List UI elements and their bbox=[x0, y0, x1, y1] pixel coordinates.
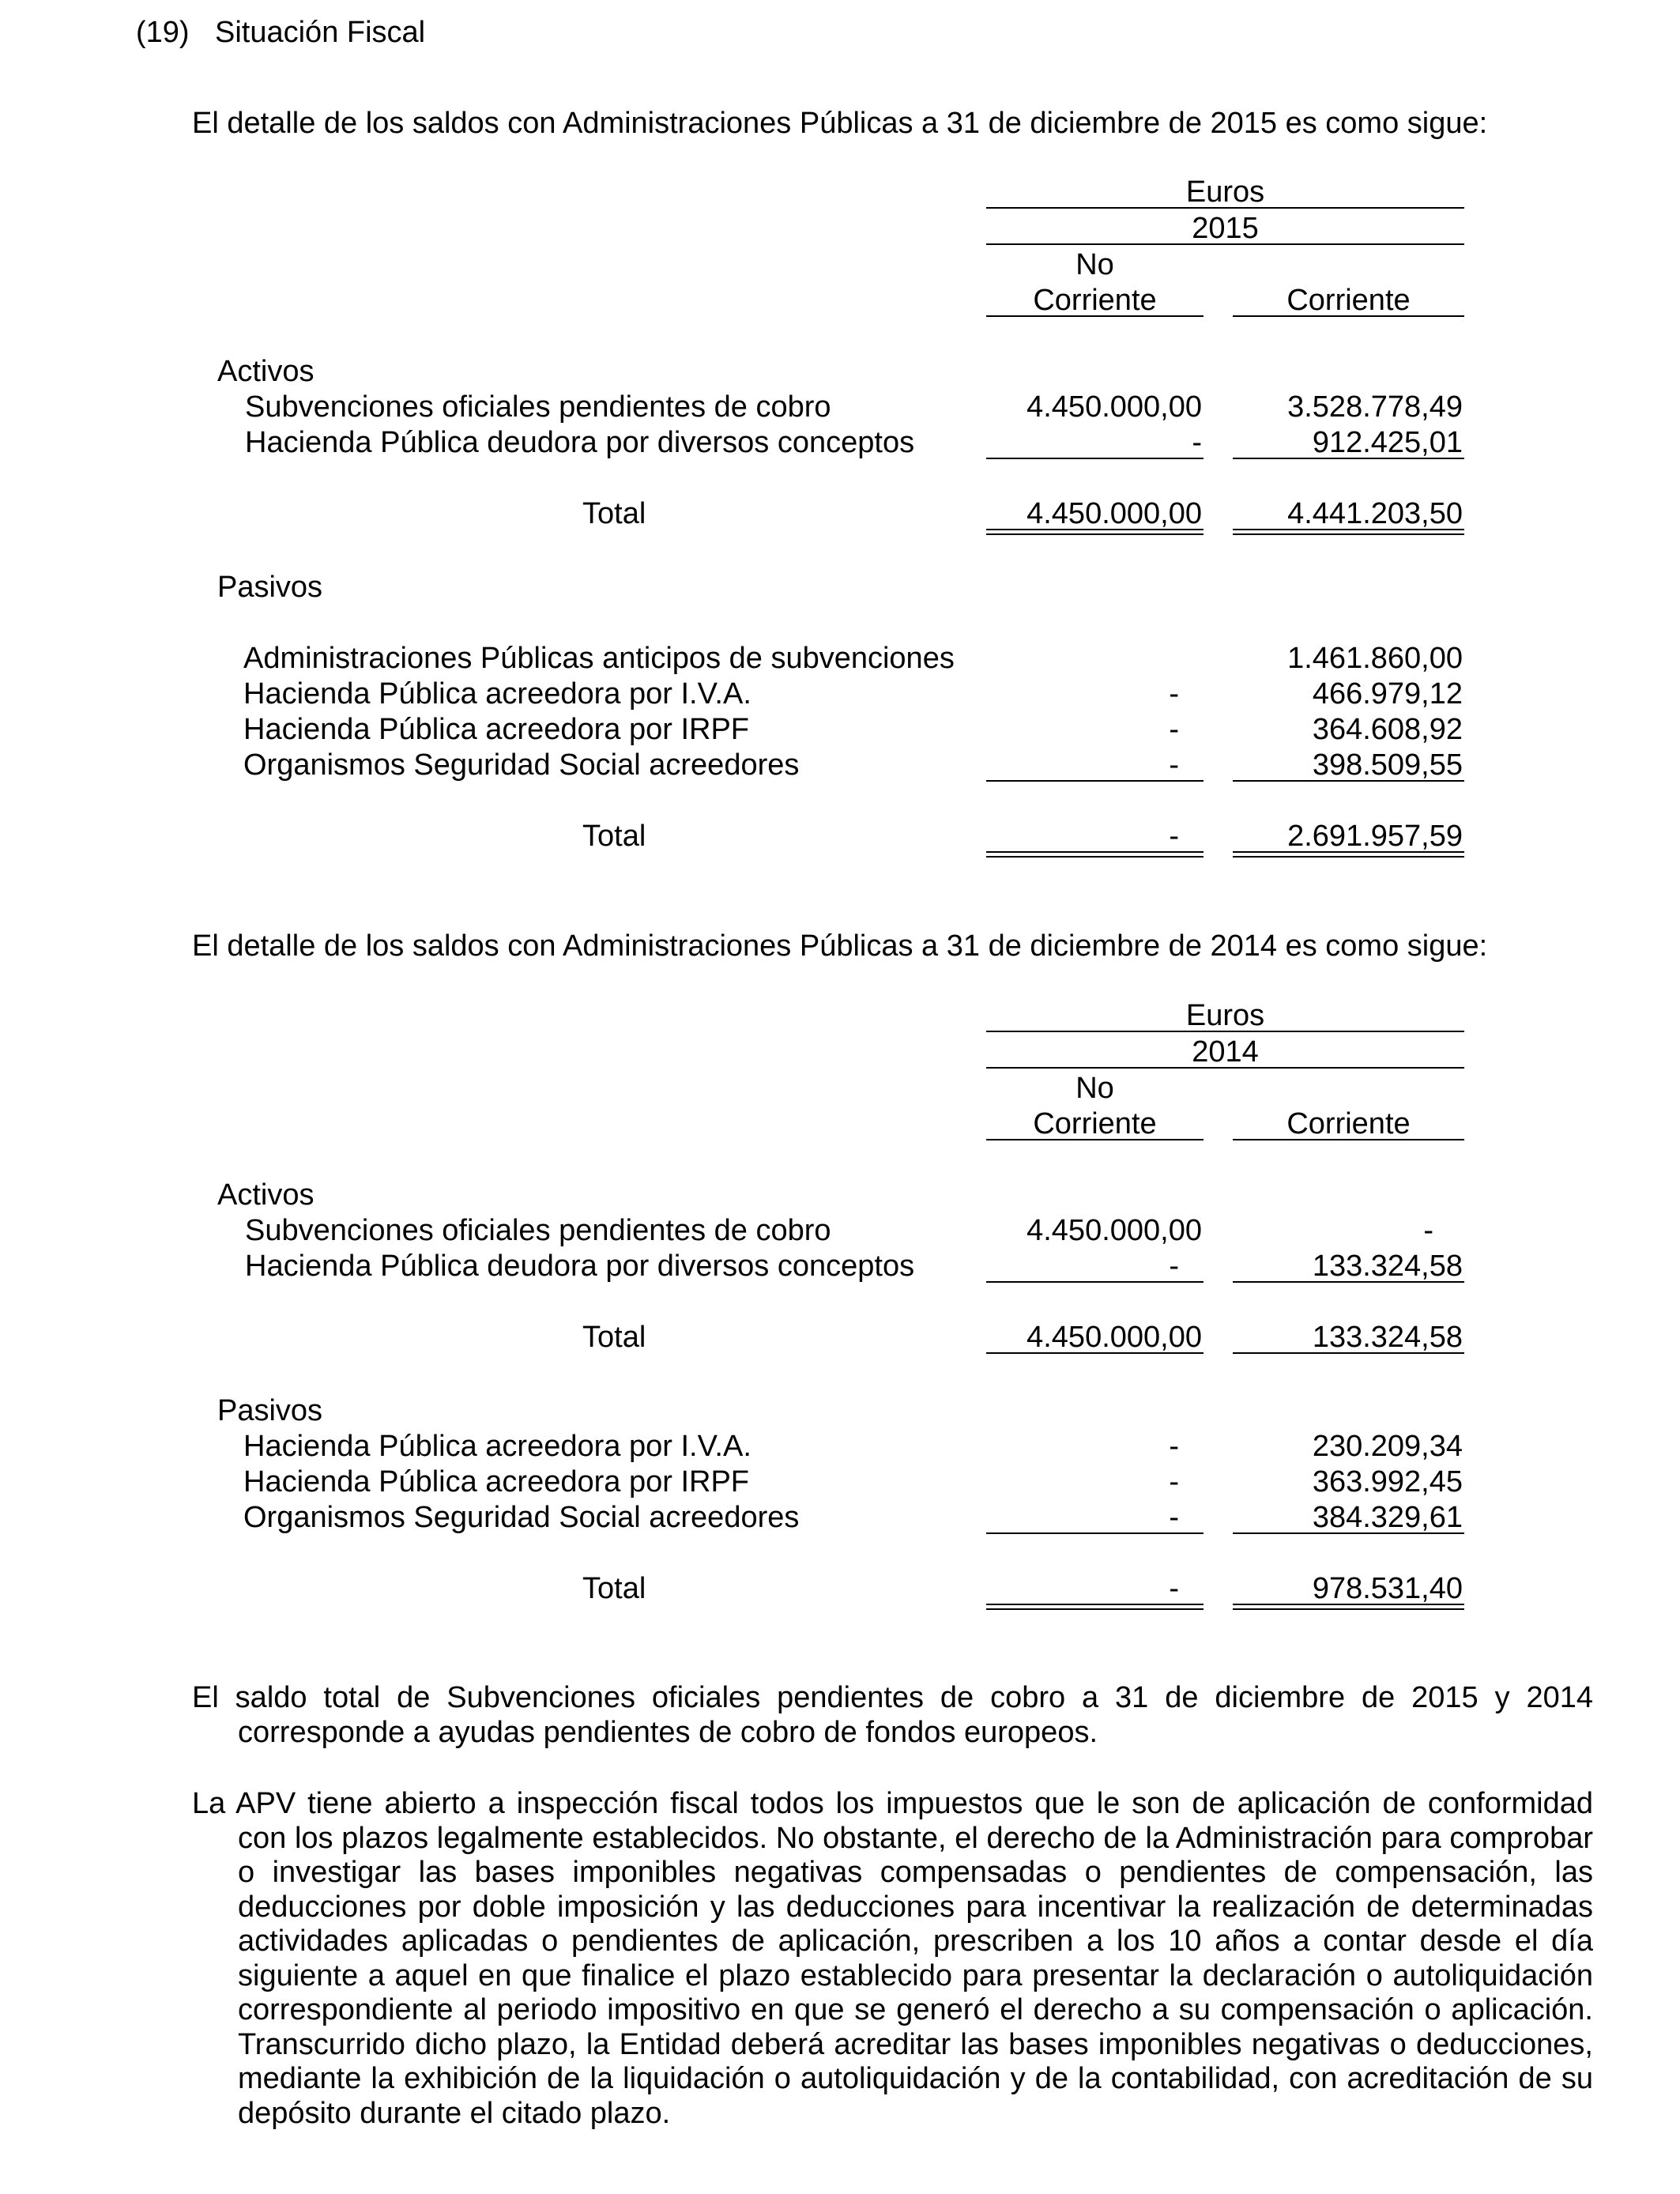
table-2014-pasivos-heading: Pasivos bbox=[217, 1394, 323, 1427]
section-title: Situación Fiscal bbox=[215, 16, 426, 49]
row-label: Administraciones Públicas anticipos de subvenciones bbox=[243, 642, 955, 675]
total-label: Total bbox=[582, 497, 646, 530]
row-value-corriente: 912.425,01 bbox=[1312, 426, 1463, 459]
table-2015-pasivos-heading: Pasivos bbox=[217, 571, 323, 604]
table-2015-col-nc-line2: Corriente bbox=[1033, 284, 1157, 317]
total-label: Total bbox=[582, 1321, 646, 1354]
total-value-corriente: 4.441.203,50 bbox=[1287, 497, 1463, 530]
row-value-no-corriente: - bbox=[1169, 677, 1179, 711]
row-label: Organismos Seguridad Social acreedores bbox=[243, 1501, 800, 1534]
row-value-corriente: 398.509,55 bbox=[1312, 748, 1463, 782]
row-value-no-corriente: - bbox=[1169, 1465, 1179, 1498]
total-value-corriente: 2.691.957,59 bbox=[1287, 820, 1463, 853]
row-value-corriente: 230.209,34 bbox=[1312, 1430, 1463, 1463]
row-value-corriente: 384.329,61 bbox=[1312, 1501, 1463, 1534]
row-value-corriente: 364.608,92 bbox=[1312, 713, 1463, 746]
row-label: Hacienda Pública acreedora por I.V.A. bbox=[243, 1430, 751, 1463]
table-2015-col-c: Corriente bbox=[1286, 284, 1411, 317]
row-value-no-corriente: - bbox=[1169, 1501, 1179, 1534]
row-value-no-corriente: - bbox=[1169, 1250, 1179, 1283]
total-value-no-corriente: 4.450.000,00 bbox=[1026, 1321, 1202, 1354]
table-2014-activos-heading: Activos bbox=[217, 1178, 315, 1212]
row-value-no-corriente: - bbox=[1169, 748, 1179, 782]
row-value-corriente: 3.528.778,49 bbox=[1287, 390, 1463, 424]
paragraph-inspeccion bbox=[192, 1787, 1593, 2131]
paragraph-subvenciones bbox=[192, 1681, 1593, 1750]
row-value-no-corriente: - bbox=[1169, 713, 1179, 746]
row-label: Hacienda Pública deudora por diversos conceptos bbox=[245, 1250, 915, 1283]
table-2015-activos-heading: Activos bbox=[217, 355, 315, 388]
table-2015-unit: Euros bbox=[1185, 175, 1265, 209]
total-label: Total bbox=[582, 1572, 646, 1605]
table-2014-col-c: Corriente bbox=[1286, 1107, 1411, 1140]
row-value-no-corriente: - bbox=[1169, 1430, 1179, 1463]
total-value-no-corriente: - bbox=[1169, 1572, 1179, 1605]
total-value-corriente: 978.531,40 bbox=[1312, 1572, 1463, 1605]
table-2014-col-nc-line2: Corriente bbox=[1033, 1107, 1157, 1140]
table-2015-intro: El detalle de los saldos con Administraciones Públicas a 31 de diciembre de 2015 es como sigue: bbox=[192, 107, 1488, 140]
row-label: Hacienda Pública deudora por diversos conceptos bbox=[245, 426, 915, 459]
paragraph-text: La APV tiene abierto a inspección fiscal todos los impuestos que le son de aplicación de conformidad con los plazos legalmente establecidos. No obstante, el derecho de la Administración para comprobar o investigar las bases imponibles negativas compensadas o pendientes de compensación, las deducciones por doble imposición y las deducciones para incentivar la realización de determinadas actividades aplicadas o pendientes de aplicación, prescriben a los 10 años a contar desde el día siguiente a aquel en que finalice el plazo establecido para presentar la declaración o autoliquidación correspondiente al periodo impositivo en que se generó el derecho a su compensación o aplicación. Transcurrido dicho plazo, la Entidad deberá acreditar las bases imponibles negativas o deducciones, mediante la exhibición de la liquidación o autoliquidación y de la contabilidad, con acreditación de su depósito durante el citado plazo. bbox=[192, 1787, 1593, 2130]
row-value-no-corriente: 4.450.000,00 bbox=[1026, 1214, 1202, 1247]
total-label: Total bbox=[582, 820, 646, 853]
table-2014-col-nc-line1: No bbox=[1075, 1072, 1114, 1105]
section-number: (19) bbox=[136, 16, 190, 49]
row-value-corriente: 133.324,58 bbox=[1312, 1250, 1463, 1283]
row-label: Hacienda Pública acreedora por IRPF bbox=[243, 713, 750, 746]
total-value-corriente: 133.324,58 bbox=[1312, 1321, 1463, 1354]
table-2014-year: 2014 bbox=[1192, 1035, 1259, 1069]
row-label: Subvenciones oficiales pendientes de cobro bbox=[245, 1214, 831, 1247]
row-value-corriente: 363.992,45 bbox=[1312, 1465, 1463, 1498]
total-value-no-corriente: 4.450.000,00 bbox=[1026, 497, 1202, 530]
paragraph-text: El saldo total de Subvenciones oficiales pendientes de cobro a 31 de diciembre de 2015 y 2014 corresponde a ayudas pendientes de cobro de fondos europeos. bbox=[192, 1681, 1593, 1749]
row-value-corriente: 1.461.860,00 bbox=[1287, 642, 1463, 675]
row-value-no-corriente: 4.450.000,00 bbox=[1026, 390, 1202, 424]
row-value-corriente: 466.979,12 bbox=[1312, 677, 1463, 711]
table-2014-unit: Euros bbox=[1185, 999, 1265, 1032]
row-label: Hacienda Pública acreedora por I.V.A. bbox=[243, 677, 751, 711]
row-label: Hacienda Pública acreedora por IRPF bbox=[243, 1465, 750, 1498]
table-2014-intro: El detalle de los saldos con Administraciones Públicas a 31 de diciembre de 2014 es como sigue: bbox=[192, 929, 1488, 963]
row-label: Subvenciones oficiales pendientes de cobro bbox=[245, 390, 831, 424]
row-value-corriente: - bbox=[1423, 1214, 1433, 1247]
total-value-no-corriente: - bbox=[1169, 820, 1179, 853]
table-2015-year: 2015 bbox=[1192, 212, 1259, 245]
table-2015-col-nc-line1: No bbox=[1075, 248, 1114, 281]
row-label: Organismos Seguridad Social acreedores bbox=[243, 748, 800, 782]
row-value-no-corriente: - bbox=[1192, 426, 1202, 459]
